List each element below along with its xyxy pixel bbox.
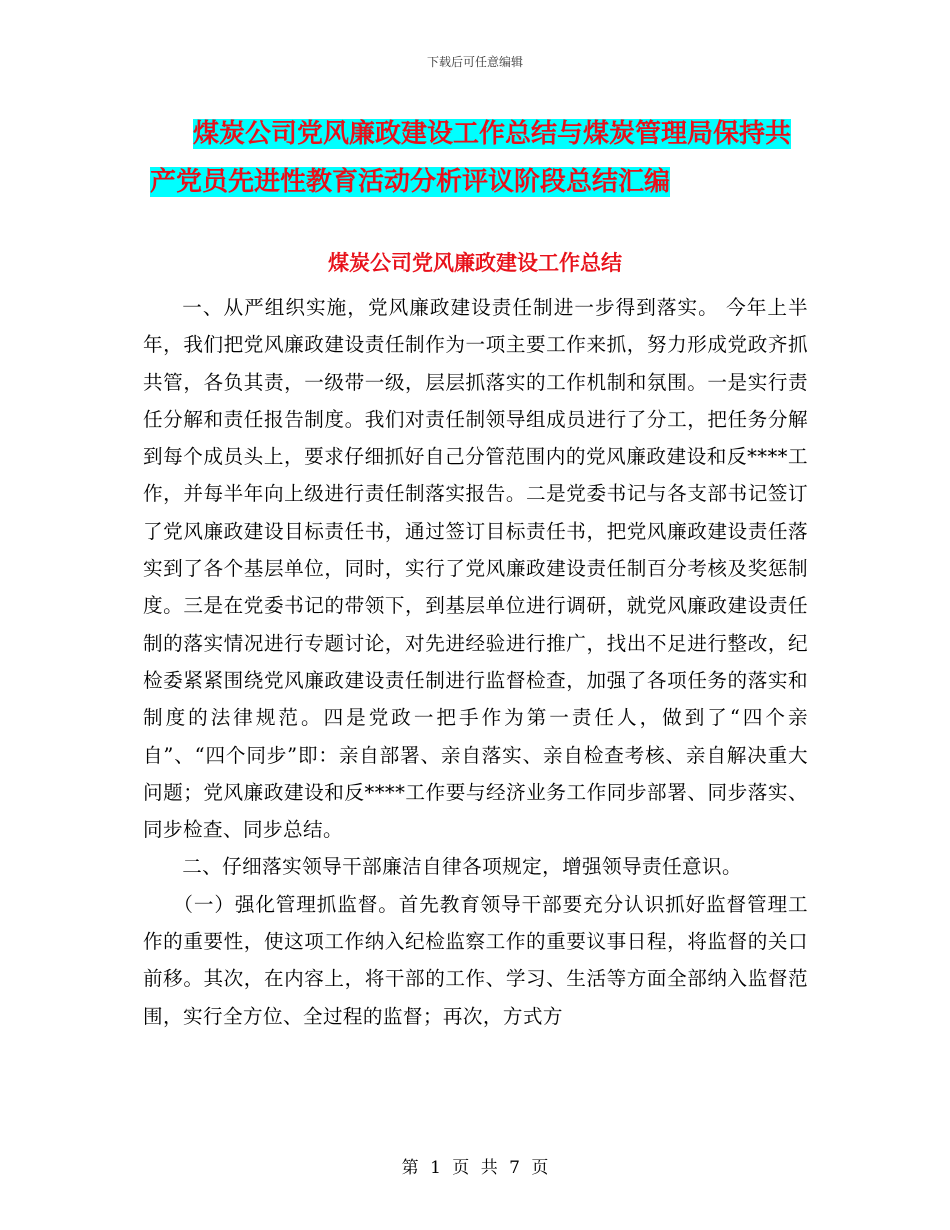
title-line-1-text: 煤炭公司党风廉政建设工作总结与煤炭管理局保持共 (193, 119, 792, 149)
title-line-2 (150, 158, 820, 206)
paragraph-3: （一）强化管理抓监督。首先教育领导干部要充分认识抓好监督管理工作的重要性，使这项工作纳入纪检监察工作的重要议事日程，将监督的关口前移。其次，在内容上，将干部的工作、学习、生活等方面全部纳入监督范围，实行全方位、全过程的监督；再次，方式方 (143, 892, 808, 1028)
title-line-2-text: 产党员先进性教育活动分析评议阶段总结汇编 (150, 167, 671, 197)
page-footer: 第 1 页 共 7 页 (401, 1158, 549, 1178)
document-body (143, 289, 808, 1035)
paragraph-2: 二、仔细落实领导干部廉洁自律各项规定，增强领导责任意识。 (182, 855, 743, 879)
title-line-1 (150, 110, 820, 158)
paragraph-1: 一、从严组织实施，党风廉政建设责任制进一步得到落实。 今年上半年，我们把党风廉政建设责任制作为一项主要工作来抓，努力形成党政齐抓共管，各负其责，一级带一级，层层抓落实的工作机制和氛围。一是实行责任分解和责任报告制度。我们对责任制领导组成员进行了分工，把任务分解到每个成员头上，要求仔细抓好自己分管范围内的党风廉政建设和反****工作，并每半年向上级进行责任制落实报告。二是党委书记与各支部书记签订了党风廉政建设目标责任书，通过签订目标责任书，把党风廉政建设责任落实到了各个基层单位，同时，实行了党风廉政建设责任制百分考核及奖惩制度。三是在党委书记的带领下，到基层单位进行调研，就党风廉政建设责任制的落实情况进行专题讨论，对先进经验进行推广，找出不足进行整改，纪检委紧紧围绕党风廉政建设责任制进行监督检查，加强了各项任务的落实和制度的法律规范。四是党政一把手作为第一责任人，做到了“四个亲自”、“四个同步”即：亲自部署、亲自落实、亲自检查考核、亲自解决重大问题；党风廉政建设和反****工作要与经济业务工作同步部署、同步落实、同步检查、同步总结。 (143, 296, 808, 842)
header-note: 下载后可任意编辑 (426, 55, 523, 69)
section-title: 煤炭公司党风廉政建设工作总结 (328, 251, 622, 275)
document-title (150, 110, 820, 206)
